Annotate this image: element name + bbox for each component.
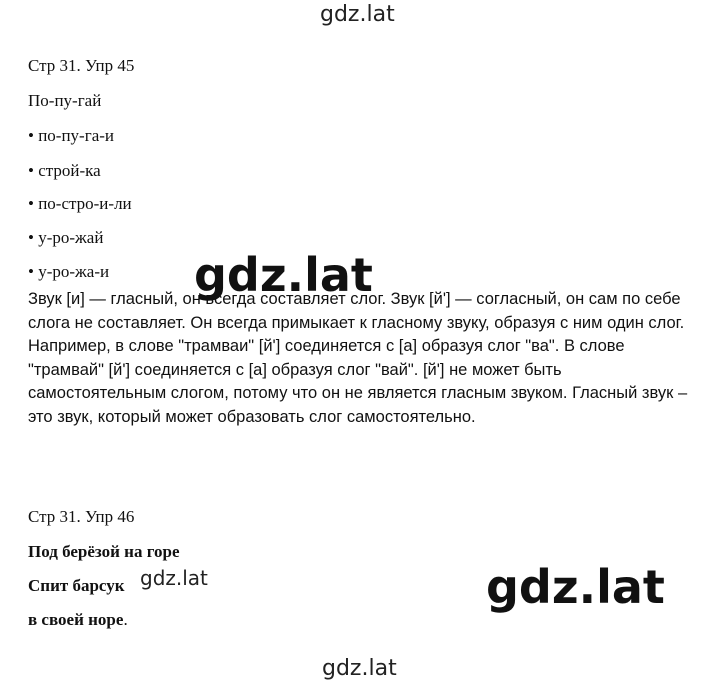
ex46-line-3: в своей норе	[28, 610, 124, 629]
ex45-explanation: Звук [и] — гласный, он всегда составляет слог. Звук [й'] — согласный, он сам по себе слога не составляет. Он всегда примыкает к гласному звуку, образуя с ним один слог. Например, в слове "трамваи" [й'] соединяется с [а] образуя слог "ва". В слове "трамвай" [й'] соединяется с [а] образуя слог "вай". [й'] не может быть самостоятельным слогом, потому что он не является гласным звуком. Гласный звук – это звук, который может образовать слог самостоятельно.	[28, 290, 688, 426]
ex45-item-2: • строй-ка	[28, 161, 101, 180]
ex46-line-3-wrap	[28, 610, 128, 630]
ex45-item-5: • у-ро-жа-и	[28, 262, 110, 281]
ex45-item-4: • у-ро-жай	[28, 228, 104, 247]
ex45-item-1: • по-пу-га-и	[28, 126, 114, 145]
watermark-big: gdz.lat	[486, 560, 665, 614]
ex46-line-2: Спит барсук	[28, 576, 125, 595]
ex46-line-1: Под берёзой на горе	[28, 542, 180, 561]
ex46-line-3-punct: .	[123, 610, 128, 629]
watermark-small: gdz.lat	[140, 566, 208, 590]
ex45-word: По-пу-гай	[28, 91, 102, 110]
ex46-heading: Стр 31. Упр 46	[28, 507, 135, 526]
watermark-middle: gdz.lat	[194, 248, 373, 302]
ex45-item-3: • по-стро-и-ли	[28, 194, 132, 213]
watermark-top: gdz.lat	[320, 2, 395, 27]
watermark-bottom: gdz.lat	[322, 656, 397, 681]
ex45-heading: Стр 31. Упр 45	[28, 56, 135, 75]
